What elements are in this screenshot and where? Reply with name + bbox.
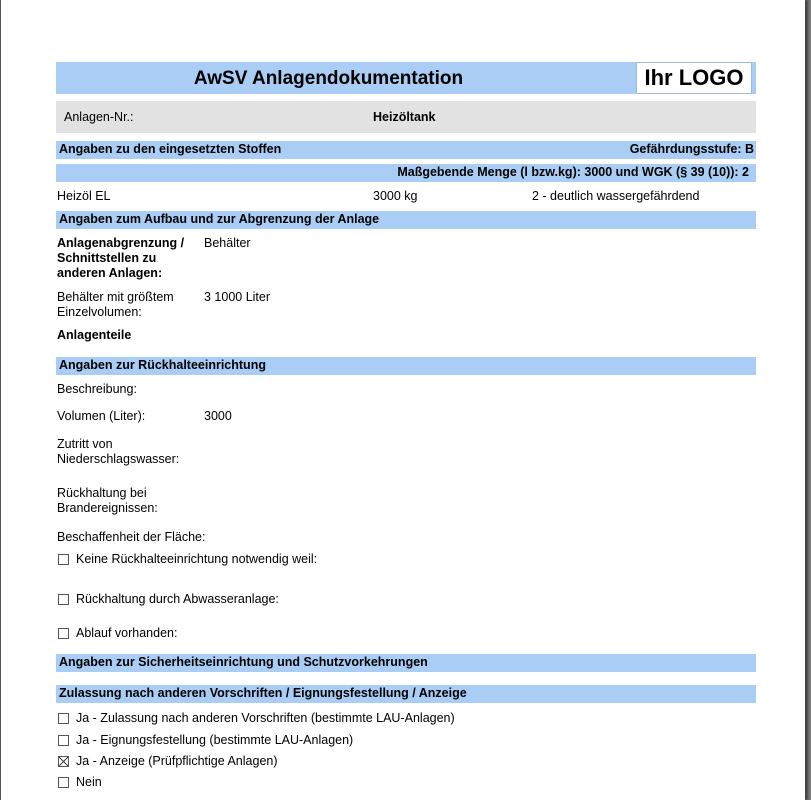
zutritt-label-line2: Niederschlagswasser:: [57, 452, 180, 466]
flaeche-label: Beschaffenheit der Fläche:: [57, 530, 206, 544]
anlagen-nr-value: Heizöltank: [373, 110, 436, 124]
brand-label-line2: Brandereignissen:: [57, 501, 158, 515]
option-anzeige: Ja - Anzeige (Prüfpflichtige Anlagen): [76, 754, 278, 768]
anlagenteile-heading: Anlagenteile: [57, 328, 132, 342]
anlagenabgrenzung-label-line2: Schnittstellen zu: [57, 251, 157, 265]
anlagen-nr-label: Anlagen-Nr.:: [64, 110, 134, 124]
option-eignungsfestellung: Ja - Eignungsfestellung (bestimmte LAU-Anlagen): [76, 733, 354, 747]
document-title: AwSV Anlagendokumentation: [193, 68, 464, 89]
option-ablauf: Ablauf vorhanden:: [76, 626, 178, 640]
anlagenabgrenzung-label-line3: anderen Anlagen:: [57, 266, 163, 280]
section-sicherheit: [56, 654, 756, 672]
behaelter-label: [57, 290, 174, 320]
volumen-value: 3000: [204, 409, 232, 423]
section-aufbau: [56, 211, 756, 229]
section-sicherheit-title: Angaben zur Sicherheitseinrichtung und Schutzvorkehrungen: [59, 655, 428, 669]
volumen-label: Volumen (Liter):: [57, 409, 146, 423]
section-rueckhalte-title: Angaben zur Rückhalteeinrichtung: [59, 358, 266, 372]
stoff-name: Heizöl EL: [57, 189, 111, 203]
gefaehrdungsstufe: Gefährdungsstufe: B: [629, 142, 754, 156]
checkbox-keine-rueckhalte[interactable]: [58, 554, 69, 565]
section-zulassung: [56, 685, 756, 703]
behaelter-value: 3 1000 Liter: [204, 290, 271, 304]
section-stoffe-title: Angaben zu den eingesetzten Stoffen: [59, 142, 282, 156]
option-zulassung: Ja - Zulassung nach anderen Vorschriften (bestimmte LAU-Anlagen): [76, 711, 455, 725]
anlagenabgrenzung-label-line1: Anlagenabgrenzung /: [57, 236, 185, 250]
anlagenabgrenzung-value: Behälter: [204, 236, 251, 250]
stoff-wgk: 2 - deutlich wassergefährdend: [532, 189, 700, 203]
section-zulassung-title: Zulassung nach anderen Vorschriften / Eignungsfestellung / Anzeige: [59, 686, 467, 700]
brand-label: [57, 486, 158, 516]
checkbox-nein[interactable]: [58, 777, 69, 788]
section-aufbau-title: Angaben zum Aufbau und zur Abgrenzung der Anlage: [59, 212, 380, 226]
checkbox-anzeige[interactable]: [58, 756, 69, 767]
option-abwasseranlage: Rückhaltung durch Abwasseranlage:: [76, 592, 279, 606]
zutritt-label-line1: Zutritt von: [57, 437, 113, 451]
section-rueckhalte: [56, 357, 756, 375]
anlagenabgrenzung-label: [57, 236, 184, 281]
logo-placeholder: Ihr LOGO: [636, 62, 752, 94]
massgebende-menge-bar: [56, 164, 756, 182]
option-keine-rueckhalte: Keine Rückhalteeinrichtung notwendig weil:: [76, 552, 318, 566]
beschreibung-label: Beschreibung:: [57, 382, 137, 396]
brand-label-line1: Rückhaltung bei: [57, 486, 147, 500]
massgebende-menge: Maßgebende Menge (l bzw.kg): 3000 und WGK (§ 39 (10)): 2: [397, 165, 749, 179]
checkbox-zulassung[interactable]: [58, 713, 69, 724]
section-stoffe: [56, 141, 756, 159]
behaelter-label-line1: Behälter mit größtem: [57, 290, 174, 304]
zutritt-label: [57, 437, 179, 467]
option-nein: Nein: [76, 775, 102, 789]
checkbox-eignungsfestellung[interactable]: [58, 735, 69, 746]
checkbox-abwasseranlage[interactable]: [58, 594, 69, 605]
stoff-menge: 3000 kg: [373, 189, 418, 203]
checkbox-ablauf[interactable]: [58, 628, 69, 639]
behaelter-label-line2: Einzelvolumen:: [57, 305, 142, 319]
